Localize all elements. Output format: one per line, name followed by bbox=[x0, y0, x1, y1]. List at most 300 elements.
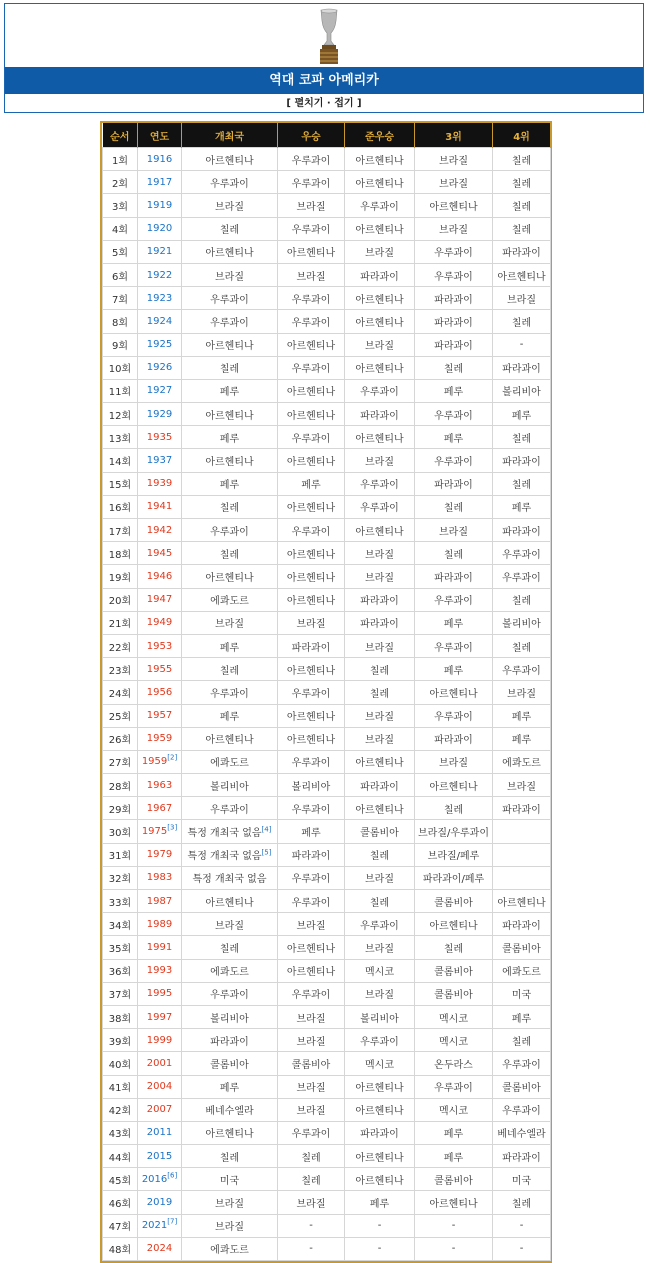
host-cell-text: 브라질 bbox=[215, 619, 244, 631]
third-cell bbox=[415, 611, 493, 634]
third-cell-text: 브라질 bbox=[439, 526, 468, 538]
host-cell bbox=[182, 194, 278, 217]
fourth-cell-text: 에콰도르 bbox=[502, 758, 541, 770]
host-cell-text: 브라질 bbox=[215, 1222, 244, 1234]
host-cell-text: 브라질 bbox=[215, 920, 244, 932]
fourth-cell bbox=[493, 1052, 551, 1075]
runner-up-cell bbox=[345, 1052, 415, 1075]
winner-cell bbox=[278, 1214, 345, 1237]
fourth-cell-text: 아르헨티나 bbox=[497, 897, 546, 909]
fourth-cell-text: 우루과이 bbox=[502, 572, 541, 584]
fourth-cell bbox=[493, 681, 551, 704]
host-cell bbox=[182, 982, 278, 1005]
host-cell-text: 칠레 bbox=[219, 549, 240, 561]
host-cell-text: 에콰도르 bbox=[210, 596, 249, 608]
runner-up-cell bbox=[345, 287, 415, 310]
winner-cell bbox=[278, 287, 345, 310]
year-cell bbox=[138, 263, 182, 286]
year-cell-text[interactable]: 1942 bbox=[146, 524, 173, 536]
host-cell bbox=[182, 750, 278, 773]
third-cell-text: 브라질 bbox=[439, 178, 468, 190]
winner-cell bbox=[278, 1005, 345, 1028]
runner-up-cell-text: 볼리비아 bbox=[360, 1013, 399, 1025]
runner-up-cell bbox=[345, 1005, 415, 1028]
year-cell-text[interactable]: 1987 bbox=[146, 895, 173, 907]
host-cell-text: 우루과이 bbox=[210, 317, 249, 329]
year-cell bbox=[138, 1052, 182, 1075]
winner-cell-text: 브라질 bbox=[296, 619, 326, 631]
order-cell-text: 1회 bbox=[111, 155, 129, 167]
page-title: 역대 코파 아메리카 bbox=[5, 67, 643, 94]
order-cell-text: 12회 bbox=[108, 410, 132, 422]
runner-up-cell-text: 브라질 bbox=[365, 735, 394, 747]
winner-cell-text: 우루과이 bbox=[291, 294, 331, 306]
expand-collapse-link[interactable]: 펼치기 · 접기 bbox=[294, 98, 354, 109]
year-cell-text[interactable]: 1946 bbox=[146, 570, 173, 582]
year-cell-text[interactable]: 1997 bbox=[146, 1011, 173, 1023]
runner-up-cell bbox=[345, 565, 415, 588]
fourth-cell bbox=[493, 1191, 551, 1214]
fourth-cell-text: 페루 bbox=[511, 503, 532, 515]
host-cell bbox=[182, 1005, 278, 1028]
runner-up-cell-text: 아르헨티나 bbox=[355, 526, 404, 538]
year-cell bbox=[138, 1145, 182, 1168]
runner-up-cell-text: 브라질 bbox=[365, 248, 394, 260]
year-cell-text[interactable]: 1917 bbox=[146, 176, 173, 188]
runner-up-cell-text: 칠레 bbox=[369, 851, 390, 863]
runner-up-cell bbox=[345, 774, 415, 797]
third-cell-text: 온두라스 bbox=[434, 1059, 473, 1071]
winner-cell-text: 우루과이 bbox=[291, 990, 331, 1002]
winner-cell-text: 칠레 bbox=[301, 1152, 321, 1164]
host-cell bbox=[182, 634, 278, 657]
winner-cell-text: 파라과이 bbox=[291, 642, 331, 654]
fourth-cell bbox=[493, 519, 551, 542]
runner-up-cell bbox=[345, 936, 415, 959]
year-cell-text[interactable]: 1979 bbox=[146, 849, 173, 861]
fourth-cell bbox=[493, 1168, 551, 1191]
year-cell-text[interactable]: 1929 bbox=[146, 408, 173, 420]
order-cell bbox=[103, 658, 138, 681]
year-cell-text[interactable]: 2019 bbox=[146, 1197, 173, 1209]
year-cell-text[interactable]: 1993 bbox=[146, 965, 173, 977]
year-cell bbox=[138, 495, 182, 518]
year-cell bbox=[138, 194, 182, 217]
table-row bbox=[103, 240, 551, 263]
year-cell-text[interactable]: 1923 bbox=[146, 292, 173, 304]
footnote-ref[interactable]: [7] bbox=[167, 1217, 178, 1226]
table-row bbox=[103, 1121, 551, 1144]
order-cell-text: 42회 bbox=[108, 1106, 132, 1118]
host-cell bbox=[182, 333, 278, 356]
order-cell bbox=[103, 565, 138, 588]
fourth-cell bbox=[493, 194, 551, 217]
year-cell-text[interactable]: 1995 bbox=[146, 988, 173, 1000]
table-row bbox=[103, 727, 551, 750]
fourth-cell-text: 파라과이 bbox=[502, 364, 541, 376]
host-cell-text: 아르헨티나 bbox=[205, 735, 254, 747]
fourth-cell-text: 브라질 bbox=[507, 781, 536, 793]
host-cell bbox=[182, 472, 278, 495]
year-cell bbox=[138, 1191, 182, 1214]
year-cell bbox=[138, 1214, 182, 1237]
footnote-ref[interactable]: [2] bbox=[167, 754, 178, 763]
third-cell bbox=[415, 449, 493, 472]
winner-cell-text: 우루과이 bbox=[291, 758, 331, 770]
host-cell-text: 에콰도르 bbox=[210, 1245, 249, 1257]
year-cell-text[interactable]: 2016 bbox=[141, 1173, 168, 1185]
table-row bbox=[103, 959, 551, 982]
footnote-ref[interactable]: [5] bbox=[261, 848, 272, 857]
year-cell-text[interactable]: 1916 bbox=[146, 153, 173, 165]
host-cell-text: 아르헨티나 bbox=[205, 248, 254, 260]
host-cell-text: 아르헨티나 bbox=[205, 410, 254, 422]
year-cell-text[interactable]: 1959 bbox=[141, 756, 168, 768]
third-cell-text: 우루과이 bbox=[434, 642, 473, 654]
runner-up-cell-text: 콜롬비아 bbox=[360, 828, 399, 840]
table-row bbox=[103, 217, 551, 240]
year-cell-text[interactable]: 1935 bbox=[146, 431, 173, 443]
winner-cell bbox=[278, 565, 345, 588]
table-row bbox=[103, 820, 551, 843]
table-row bbox=[103, 495, 551, 518]
runner-up-cell-text: 파라과이 bbox=[360, 410, 399, 422]
host-cell-text: 아르헨티나 bbox=[205, 1129, 254, 1141]
third-cell bbox=[415, 333, 493, 356]
order-cell bbox=[103, 310, 138, 333]
winner-cell-text: 우루과이 bbox=[291, 317, 331, 329]
runner-up-cell-text: 칠레 bbox=[369, 665, 390, 677]
table-row bbox=[103, 1145, 551, 1168]
fourth-cell bbox=[493, 310, 551, 333]
year-cell-text[interactable]: 2024 bbox=[146, 1243, 173, 1255]
year-cell-text[interactable]: 1949 bbox=[146, 617, 173, 629]
order-cell bbox=[103, 171, 138, 194]
third-cell bbox=[415, 148, 493, 171]
fourth-cell-text: - bbox=[519, 339, 524, 351]
order-cell-text: 32회 bbox=[108, 874, 132, 886]
order-cell bbox=[103, 750, 138, 773]
winner-cell bbox=[278, 148, 345, 171]
footnote-ref[interactable]: [6] bbox=[167, 1171, 178, 1180]
third-cell-text: 칠레 bbox=[443, 549, 464, 561]
winner-cell bbox=[278, 588, 345, 611]
order-cell-text: 9회 bbox=[111, 341, 129, 353]
table-row bbox=[103, 148, 551, 171]
winner-cell bbox=[278, 704, 345, 727]
third-cell-text: 아르헨티나 bbox=[429, 920, 478, 932]
order-cell bbox=[103, 936, 138, 959]
year-cell-text[interactable]: 1939 bbox=[146, 478, 173, 490]
table-row bbox=[103, 890, 551, 913]
third-cell bbox=[415, 1191, 493, 1214]
third-cell-text: 콜롬비아 bbox=[434, 897, 473, 909]
table-row bbox=[103, 1052, 551, 1075]
table-row bbox=[103, 774, 551, 797]
winner-cell-text: 페루 bbox=[301, 480, 321, 492]
order-cell-text: 4회 bbox=[111, 225, 129, 237]
third-cell bbox=[415, 171, 493, 194]
host-cell-text: 페루 bbox=[219, 712, 240, 724]
winner-cell bbox=[278, 263, 345, 286]
third-cell bbox=[415, 634, 493, 657]
table-row bbox=[103, 333, 551, 356]
year-cell bbox=[138, 866, 182, 889]
year-cell-text[interactable]: 1983 bbox=[146, 872, 173, 884]
third-cell bbox=[415, 310, 493, 333]
third-cell-text: 파라과이 bbox=[434, 317, 473, 329]
fourth-cell bbox=[493, 171, 551, 194]
year-cell-text[interactable]: 1991 bbox=[146, 941, 173, 953]
year-cell-text[interactable]: 1921 bbox=[146, 246, 173, 258]
order-cell-text: 43회 bbox=[108, 1129, 132, 1141]
runner-up-cell-text: - bbox=[377, 1243, 382, 1255]
fourth-cell bbox=[493, 658, 551, 681]
order-cell-text: 33회 bbox=[108, 897, 132, 909]
runner-up-cell-text: 브라질 bbox=[365, 549, 394, 561]
year-cell-text[interactable]: 2011 bbox=[146, 1127, 173, 1139]
third-cell-text: 파라과이 bbox=[434, 572, 473, 584]
table-row bbox=[103, 797, 551, 820]
fourth-cell-text: 콜롬비아 bbox=[502, 1083, 541, 1095]
year-cell-text[interactable]: 1999 bbox=[146, 1034, 173, 1046]
third-cell bbox=[415, 1005, 493, 1028]
runner-up-cell bbox=[345, 588, 415, 611]
year-cell-text[interactable]: 2015 bbox=[146, 1150, 173, 1162]
winner-cell bbox=[278, 634, 345, 657]
order-cell bbox=[103, 1145, 138, 1168]
order-cell-text: 24회 bbox=[108, 688, 132, 700]
winner-cell-text: 우루과이 bbox=[291, 688, 331, 700]
winner-cell bbox=[278, 171, 345, 194]
runner-up-cell bbox=[345, 959, 415, 982]
year-cell bbox=[138, 936, 182, 959]
year-cell-text[interactable]: 1927 bbox=[146, 385, 173, 397]
runner-up-cell-text: 브라질 bbox=[365, 642, 394, 654]
runner-up-cell bbox=[345, 519, 415, 542]
runner-up-cell-text: 아르헨티나 bbox=[355, 155, 404, 167]
host-cell bbox=[182, 519, 278, 542]
order-cell-text: 44회 bbox=[108, 1152, 132, 1164]
order-cell bbox=[103, 495, 138, 518]
order-cell-text: 45회 bbox=[108, 1175, 132, 1187]
year-cell-text[interactable]: 1926 bbox=[146, 362, 173, 374]
runner-up-cell-text: 파라과이 bbox=[360, 1129, 399, 1141]
table-row bbox=[103, 403, 551, 426]
winner-cell-text: - bbox=[309, 1243, 313, 1255]
winner-cell-text: 페루 bbox=[301, 828, 321, 840]
runner-up-cell-text: - bbox=[377, 1220, 382, 1232]
table-row bbox=[103, 379, 551, 402]
year-cell-text[interactable]: 1967 bbox=[146, 802, 173, 814]
year-cell-text[interactable]: 1989 bbox=[146, 918, 173, 930]
fourth-cell-text: 파라과이 bbox=[502, 526, 541, 538]
table-row bbox=[103, 750, 551, 773]
host-cell-text: 아르헨티나 bbox=[205, 341, 254, 353]
runner-up-cell bbox=[345, 379, 415, 402]
year-cell bbox=[138, 727, 182, 750]
third-cell-text: 파라과이 bbox=[434, 735, 473, 747]
year-cell bbox=[138, 1075, 182, 1098]
third-cell-text: 아르헨티나 bbox=[429, 201, 478, 213]
col-header-host: 개최국 bbox=[182, 123, 278, 148]
fourth-cell-text: 페루 bbox=[511, 712, 532, 724]
year-cell bbox=[138, 426, 182, 449]
fourth-cell-text: 칠레 bbox=[511, 155, 532, 167]
third-cell bbox=[415, 982, 493, 1005]
runner-up-cell-text: 우루과이 bbox=[360, 920, 399, 932]
year-cell-text[interactable]: 1955 bbox=[146, 663, 173, 675]
third-cell-text: 콜롬비아 bbox=[434, 990, 473, 1002]
order-cell bbox=[103, 843, 138, 866]
fourth-cell bbox=[493, 495, 551, 518]
table-row bbox=[103, 519, 551, 542]
year-cell-text[interactable]: 1956 bbox=[146, 686, 173, 698]
year-cell-text[interactable]: 1963 bbox=[146, 779, 173, 791]
year-cell-text[interactable]: 1947 bbox=[146, 594, 173, 606]
fourth-cell bbox=[493, 148, 551, 171]
year-cell-text[interactable]: 2021 bbox=[141, 1220, 168, 1232]
year-cell-text[interactable]: 1922 bbox=[146, 269, 173, 281]
fourth-cell-text: 칠레 bbox=[511, 1199, 532, 1211]
fourth-cell-text: 파라과이 bbox=[502, 920, 541, 932]
host-cell-text: 칠레 bbox=[219, 225, 240, 237]
third-cell bbox=[415, 1145, 493, 1168]
order-cell bbox=[103, 472, 138, 495]
third-cell bbox=[415, 1052, 493, 1075]
third-cell-text: 칠레 bbox=[443, 503, 464, 515]
winner-cell bbox=[278, 333, 345, 356]
year-cell-text[interactable]: 1919 bbox=[146, 199, 173, 211]
year-cell-text[interactable]: 1924 bbox=[146, 315, 173, 327]
host-cell bbox=[182, 1052, 278, 1075]
third-cell-text: 브라질/우루과이 bbox=[418, 828, 489, 840]
year-cell bbox=[138, 658, 182, 681]
host-cell-text: 베네수엘라 bbox=[205, 1106, 254, 1118]
fourth-cell bbox=[493, 704, 551, 727]
runner-up-cell bbox=[345, 890, 415, 913]
third-cell-text: 우루과이 bbox=[434, 596, 473, 608]
year-cell-text[interactable]: 1941 bbox=[146, 501, 173, 513]
host-cell-text: 볼리비아 bbox=[210, 781, 249, 793]
runner-up-cell bbox=[345, 194, 415, 217]
host-cell-text: 미국 bbox=[219, 1175, 240, 1187]
year-cell-text[interactable]: 1975 bbox=[141, 826, 168, 838]
col-header-order: 순서 bbox=[103, 123, 138, 148]
year-cell-text[interactable]: 2004 bbox=[146, 1081, 173, 1093]
host-cell-text: 아르헨티나 bbox=[205, 572, 254, 584]
year-cell bbox=[138, 356, 182, 379]
third-cell bbox=[415, 704, 493, 727]
host-cell bbox=[182, 774, 278, 797]
runner-up-cell-text: 브라질 bbox=[365, 341, 394, 353]
order-cell-text: 25회 bbox=[108, 712, 132, 724]
host-cell bbox=[182, 1121, 278, 1144]
year-cell bbox=[138, 959, 182, 982]
fourth-cell bbox=[493, 217, 551, 240]
year-cell-text[interactable]: 1920 bbox=[146, 223, 173, 235]
year-cell-text[interactable]: 1959 bbox=[146, 733, 173, 745]
runner-up-cell bbox=[345, 426, 415, 449]
table-header-row bbox=[103, 123, 551, 148]
winner-cell bbox=[278, 379, 345, 402]
third-cell bbox=[415, 936, 493, 959]
order-cell bbox=[103, 263, 138, 286]
year-cell-text[interactable]: 1957 bbox=[146, 710, 173, 722]
table-row bbox=[103, 310, 551, 333]
order-cell-text: 36회 bbox=[108, 967, 132, 979]
table-row bbox=[103, 565, 551, 588]
table-row bbox=[103, 658, 551, 681]
table-row bbox=[103, 194, 551, 217]
winner-cell bbox=[278, 1168, 345, 1191]
year-cell bbox=[138, 171, 182, 194]
footnote-ref[interactable]: [4] bbox=[261, 825, 272, 834]
runner-up-cell bbox=[345, 495, 415, 518]
winner-cell bbox=[278, 356, 345, 379]
table-row bbox=[103, 588, 551, 611]
winner-cell bbox=[278, 936, 345, 959]
runner-up-cell-text: 파라과이 bbox=[360, 619, 399, 631]
runner-up-cell bbox=[345, 634, 415, 657]
year-cell bbox=[138, 843, 182, 866]
col-header-year: 연도 bbox=[138, 123, 182, 148]
host-cell-text: 특정 개최국 없음 bbox=[187, 851, 262, 863]
runner-up-cell-text: 페루 bbox=[369, 1199, 390, 1211]
year-cell-text[interactable]: 2001 bbox=[146, 1057, 173, 1069]
fourth-cell bbox=[493, 1121, 551, 1144]
year-cell-text[interactable]: 1945 bbox=[146, 547, 173, 559]
third-cell bbox=[415, 240, 493, 263]
year-cell-text[interactable]: 1937 bbox=[146, 455, 173, 467]
winner-cell bbox=[278, 449, 345, 472]
winner-cell bbox=[278, 240, 345, 263]
host-cell-text: 페루 bbox=[219, 642, 240, 654]
winner-cell-text: 아르헨티나 bbox=[286, 572, 336, 584]
fourth-cell bbox=[493, 913, 551, 936]
winner-cell bbox=[278, 1191, 345, 1214]
year-cell bbox=[138, 310, 182, 333]
third-cell-text: 아르헨티나 bbox=[429, 1199, 478, 1211]
third-cell-text: - bbox=[451, 1220, 456, 1232]
fourth-cell bbox=[493, 797, 551, 820]
third-cell bbox=[415, 658, 493, 681]
year-cell bbox=[138, 913, 182, 936]
order-cell-text: 5회 bbox=[111, 248, 129, 260]
order-cell-text: 11회 bbox=[108, 387, 132, 399]
year-cell-text[interactable]: 2007 bbox=[146, 1104, 173, 1116]
runner-up-cell-text: 아르헨티나 bbox=[355, 178, 404, 190]
winner-cell bbox=[278, 542, 345, 565]
footnote-ref[interactable]: [3] bbox=[167, 823, 178, 832]
order-cell-text: 16회 bbox=[108, 503, 132, 515]
runner-up-cell-text: 브라질 bbox=[365, 712, 394, 724]
third-cell bbox=[415, 1029, 493, 1052]
year-cell-text[interactable]: 1953 bbox=[146, 640, 173, 652]
year-cell-text[interactable]: 1925 bbox=[146, 339, 173, 351]
third-cell bbox=[415, 1075, 493, 1098]
third-cell bbox=[415, 866, 493, 889]
winner-cell bbox=[278, 310, 345, 333]
third-cell bbox=[415, 542, 493, 565]
fourth-cell bbox=[493, 727, 551, 750]
third-cell-text: 멕시코 bbox=[439, 1036, 468, 1048]
runner-up-cell-text: 아르헨티나 bbox=[355, 758, 404, 770]
host-cell bbox=[182, 866, 278, 889]
winner-cell-text: 아르헨티나 bbox=[286, 943, 336, 955]
fourth-cell bbox=[493, 1214, 551, 1237]
host-cell bbox=[182, 217, 278, 240]
